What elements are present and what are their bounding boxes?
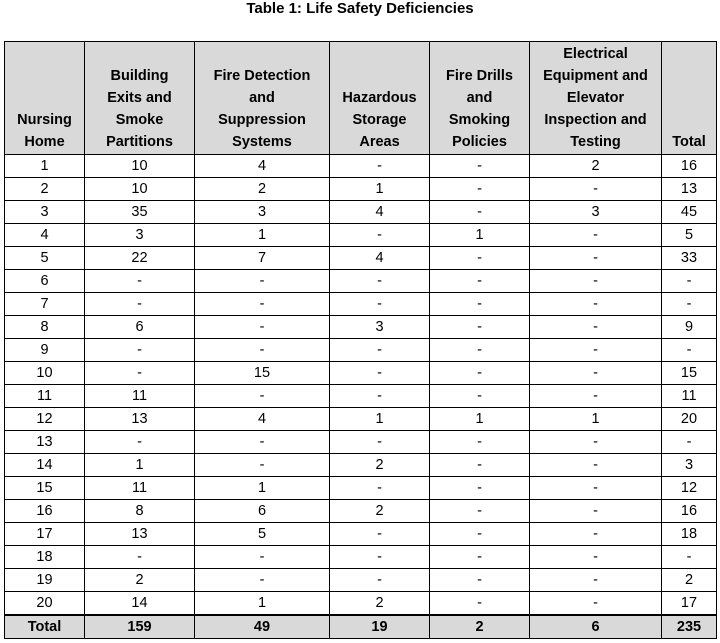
- table-cell: 13: [85, 408, 195, 431]
- table-cell: 1: [430, 408, 530, 431]
- table-cell: 4: [330, 201, 430, 224]
- table-cell: -: [530, 178, 662, 201]
- table-cell: -: [330, 293, 430, 316]
- table-row: [5, 247, 717, 270]
- table-cell: -: [530, 431, 662, 454]
- table-cell: 15: [195, 362, 330, 385]
- table-title: Table 1: Life Safety Deficiencies: [246, 0, 474, 17]
- table-cell: -: [530, 293, 662, 316]
- table-cell: 16: [5, 500, 85, 523]
- table-cell: -: [330, 339, 430, 362]
- table-cell: 5: [662, 224, 717, 247]
- column-header: [330, 42, 430, 155]
- table-cell: -: [530, 500, 662, 523]
- table-cell: -: [530, 546, 662, 569]
- table-row: [5, 155, 717, 178]
- table-cell: 1: [195, 224, 330, 247]
- table-cell: 7: [195, 247, 330, 270]
- table-cell: -: [330, 477, 430, 500]
- table-cell: 16: [662, 500, 717, 523]
- table-cell: 4: [330, 247, 430, 270]
- table-cell: -: [195, 569, 330, 592]
- column-header: [530, 42, 662, 155]
- table-row: [5, 362, 717, 385]
- table-cell: 7: [5, 293, 85, 316]
- table-cell: 2: [195, 178, 330, 201]
- table-cell: -: [195, 339, 330, 362]
- table-cell: -: [330, 270, 430, 293]
- table-cell: -: [430, 454, 530, 477]
- table-row: [5, 293, 717, 316]
- table-cell: 9: [5, 339, 85, 362]
- table-cell: 1: [85, 454, 195, 477]
- table-cell: -: [195, 316, 330, 339]
- table-cell: 11: [85, 385, 195, 408]
- table-row: [5, 569, 717, 592]
- table-cell: 15: [5, 477, 85, 500]
- table-row: [5, 523, 717, 546]
- totals-cell: 19: [330, 615, 430, 639]
- column-header-label: Hazardous Storage Areas: [342, 90, 417, 150]
- table-cell: -: [530, 385, 662, 408]
- table-cell: 3: [330, 316, 430, 339]
- table-cell: 12: [5, 408, 85, 431]
- table-cell: -: [430, 247, 530, 270]
- table-cell: -: [530, 523, 662, 546]
- table-cell: 14: [85, 592, 195, 616]
- table-cell: 4: [195, 155, 330, 178]
- table-cell: 12: [662, 477, 717, 500]
- totals-row: [5, 615, 717, 639]
- table-cell: 45: [662, 201, 717, 224]
- table-cell: -: [662, 431, 717, 454]
- table-cell: 1: [330, 178, 430, 201]
- totals-cell: 159: [85, 615, 195, 639]
- table-cell: 5: [195, 523, 330, 546]
- column-header-label: Electrical Equipment and Elevator Inspection and Testing: [543, 46, 648, 150]
- table-cell: -: [330, 523, 430, 546]
- table-cell: 2: [662, 569, 717, 592]
- table-cell: -: [195, 546, 330, 569]
- table-cell: -: [430, 270, 530, 293]
- table-cell: -: [430, 431, 530, 454]
- table-cell: -: [430, 385, 530, 408]
- table-cell: -: [195, 270, 330, 293]
- table-cell: -: [530, 592, 662, 616]
- table-cell: -: [662, 546, 717, 569]
- table-row: [5, 316, 717, 339]
- totals-cell: 2: [430, 615, 530, 639]
- table-cell: -: [530, 362, 662, 385]
- table-cell: 6: [5, 270, 85, 293]
- column-header: [85, 42, 195, 155]
- table-row: [5, 546, 717, 569]
- table-row: [5, 270, 717, 293]
- table-cell: -: [195, 385, 330, 408]
- table-row: [5, 477, 717, 500]
- table-cell: -: [330, 155, 430, 178]
- table-row: [5, 201, 717, 224]
- table-cell: 13: [662, 178, 717, 201]
- table-cell: 20: [5, 592, 85, 616]
- table-cell: 3: [662, 454, 717, 477]
- table-row: [5, 339, 717, 362]
- table-cell: 1: [530, 408, 662, 431]
- table-cell: 14: [5, 454, 85, 477]
- table-cell: -: [530, 569, 662, 592]
- table-row: [5, 178, 717, 201]
- table-cell: -: [330, 431, 430, 454]
- table-row: [5, 431, 717, 454]
- table-cell: -: [430, 592, 530, 616]
- totals-cell: 235: [662, 615, 717, 639]
- table-cell: 5: [5, 247, 85, 270]
- table-cell: 8: [85, 500, 195, 523]
- table-cell: -: [85, 546, 195, 569]
- table-cell: 20: [662, 408, 717, 431]
- table-cell: -: [530, 454, 662, 477]
- table-cell: -: [195, 431, 330, 454]
- life-safety-table: [4, 41, 717, 639]
- table-cell: -: [85, 339, 195, 362]
- table-row: [5, 454, 717, 477]
- table-cell: 17: [5, 523, 85, 546]
- table-cell: 11: [662, 385, 717, 408]
- table-cell: -: [330, 362, 430, 385]
- column-header: [195, 42, 330, 155]
- table-body: [5, 155, 717, 616]
- table-cell: -: [430, 523, 530, 546]
- table-cell: 1: [5, 155, 85, 178]
- table-cell: -: [430, 477, 530, 500]
- column-header: [662, 42, 717, 155]
- table-cell: 2: [5, 178, 85, 201]
- table-cell: -: [530, 270, 662, 293]
- table-cell: -: [662, 293, 717, 316]
- table-cell: 18: [662, 523, 717, 546]
- table-cell: -: [85, 362, 195, 385]
- table-row: [5, 224, 717, 247]
- table-cell: -: [330, 569, 430, 592]
- table-cell: 8: [5, 316, 85, 339]
- column-header-label: Total: [672, 134, 706, 150]
- table-cell: 19: [5, 569, 85, 592]
- table-cell: 33: [662, 247, 717, 270]
- column-header-label: Fire Drills and Smoking Policies: [446, 68, 513, 150]
- table-cell: -: [530, 247, 662, 270]
- table-cell: -: [662, 339, 717, 362]
- table-cell: 3: [5, 201, 85, 224]
- table-cell: -: [430, 293, 530, 316]
- table-cell: 2: [530, 155, 662, 178]
- column-header: [430, 42, 530, 155]
- table-cell: 9: [662, 316, 717, 339]
- table-cell: 3: [530, 201, 662, 224]
- column-header-label: Nursing Home: [17, 112, 72, 150]
- table-cell: 4: [5, 224, 85, 247]
- table-row: [5, 592, 717, 616]
- table-cell: -: [430, 201, 530, 224]
- table-cell: 17: [662, 592, 717, 616]
- table-cell: 35: [85, 201, 195, 224]
- table-cell: -: [530, 477, 662, 500]
- totals-label: Total: [5, 615, 85, 639]
- table-cell: 10: [85, 178, 195, 201]
- table-cell: 1: [430, 224, 530, 247]
- table-cell: 6: [195, 500, 330, 523]
- table-cell: -: [330, 385, 430, 408]
- table-cell: -: [195, 293, 330, 316]
- table-cell: 11: [5, 385, 85, 408]
- table-cell: -: [530, 339, 662, 362]
- table-cell: 1: [330, 408, 430, 431]
- table-cell: -: [530, 316, 662, 339]
- table-cell: 2: [85, 569, 195, 592]
- table-cell: 10: [85, 155, 195, 178]
- table-cell: 22: [85, 247, 195, 270]
- table-cell: -: [430, 155, 530, 178]
- table-cell: -: [430, 316, 530, 339]
- table-cell: -: [330, 546, 430, 569]
- table-cell: -: [430, 339, 530, 362]
- table-cell: -: [85, 270, 195, 293]
- table-cell: -: [330, 224, 430, 247]
- table-cell: 3: [85, 224, 195, 247]
- table-cell: -: [85, 293, 195, 316]
- table-cell: -: [430, 546, 530, 569]
- totals-cell: 49: [195, 615, 330, 639]
- table-cell: 13: [85, 523, 195, 546]
- table-cell: -: [195, 454, 330, 477]
- table-cell: 1: [195, 477, 330, 500]
- column-header: [5, 42, 85, 155]
- table-row: [5, 385, 717, 408]
- table-cell: 18: [5, 546, 85, 569]
- column-header-label: Fire Detection and Suppression Systems: [213, 68, 311, 150]
- table-cell: 16: [662, 155, 717, 178]
- table-cell: 2: [330, 454, 430, 477]
- column-header-label: Building Exits and Smoke Partitions: [106, 68, 173, 150]
- table-cell: 3: [195, 201, 330, 224]
- table-cell: 2: [330, 500, 430, 523]
- table-cell: -: [430, 569, 530, 592]
- totals-cell: 6: [530, 615, 662, 639]
- table-cell: 11: [85, 477, 195, 500]
- table-cell: 10: [5, 362, 85, 385]
- table-cell: 13: [5, 431, 85, 454]
- table-cell: 2: [330, 592, 430, 616]
- table-cell: -: [430, 362, 530, 385]
- table-cell: 4: [195, 408, 330, 431]
- table-cell: -: [85, 431, 195, 454]
- table-cell: 15: [662, 362, 717, 385]
- table-cell: -: [430, 500, 530, 523]
- table-cell: 6: [85, 316, 195, 339]
- table-cell: -: [430, 178, 530, 201]
- header-row: [5, 42, 717, 155]
- table-cell: 1: [195, 592, 330, 616]
- table-cell: -: [662, 270, 717, 293]
- table-row: [5, 408, 717, 431]
- table-row: [5, 500, 717, 523]
- table-cell: -: [530, 224, 662, 247]
